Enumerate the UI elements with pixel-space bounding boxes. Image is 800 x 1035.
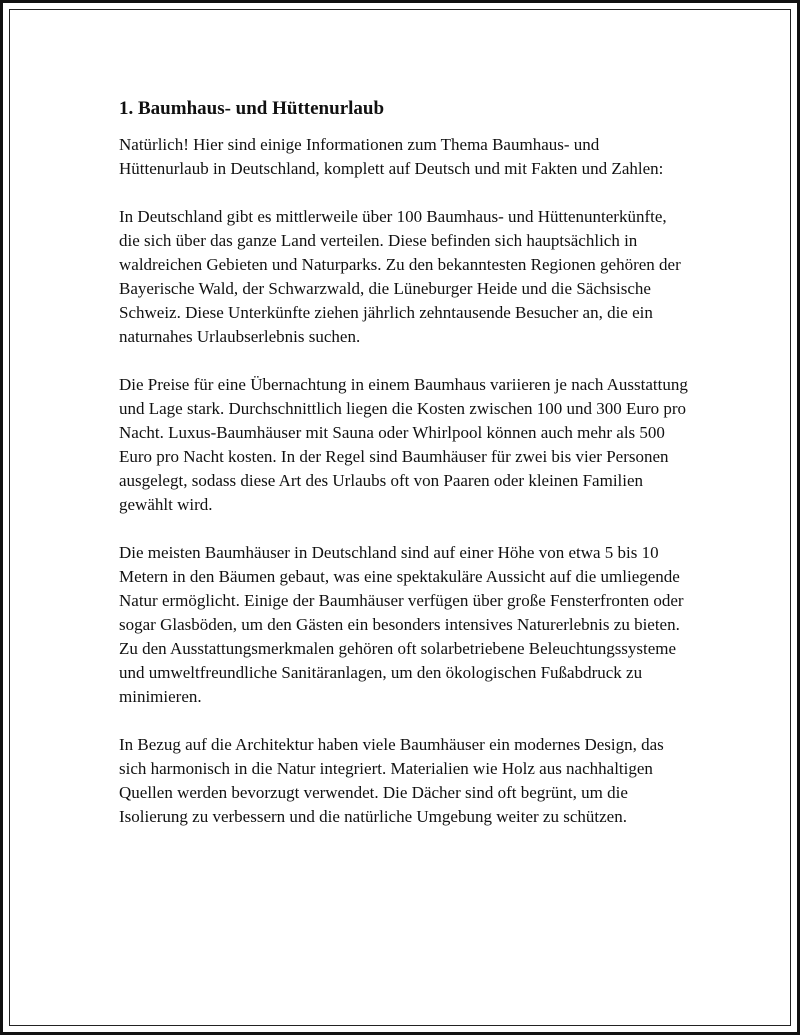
paragraph-regions: In Deutschland gibt es mittlerweile über 100 Baumhaus- und Hüttenunterkünfte, die sich über das ganze Land verteilen. Diese befinden sich hauptsächlich in waldreichen Gebieten und Naturparks. Zu den bekanntesten Regionen gehören der Bayerische Wald, der Schwarzwald, die Lüneburger Heide und die Sächsische Schweiz. Diese Unterkünfte ziehen jährlich zehntausende Besucher an, die ein naturnahes Urlaubserlebnis suchen.	[119, 207, 681, 346]
section-heading: 1. Baumhaus- und Hüttenurlaub	[119, 98, 385, 119]
paragraph-intro: Natürlich! Hier sind einige Informationen zum Thema Baumhaus- und Hüttenurlaub in Deutschland, komplett auf Deutsch und mit Fakten und Zahlen:	[119, 135, 664, 178]
paragraph-architecture: In Bezug auf die Architektur haben viele Baumhäuser ein modernes Design, das sich harmonisch in die Natur integriert. Materialien wie Holz aus nachhaltigen Quellen werden bevorzugt verwendet. Die Dächer sind oft begrünt, um die Isolierung zu verbessern und die natürliche Umgebung weiter zu schützen.	[119, 735, 664, 826]
paragraph-prices: Die Preise für eine Übernachtung in einem Baumhaus variieren je nach Ausstattung und Lage stark. Durchschnittlich liegen die Kosten zwischen 100 und 300 Euro pro Nacht. Luxus-Baumhäuser mit Sauna oder Whirlpool können auch mehr als 500 Euro pro Nacht kosten. In der Regel sind Baumhäuser für zwei bis vier Personen ausgelegt, sodass diese Art des Urlaubs oft von Paaren oder kleinen Familien gewählt wird.	[119, 375, 688, 514]
document-body	[119, 97, 689, 853]
paragraph-height-features: Die meisten Baumhäuser in Deutschland sind auf einer Höhe von etwa 5 bis 10 Metern in den Bäumen gebaut, was eine spektakuläre Aussicht auf die umliegende Natur ermöglicht. Einige der Baumhäuser verfügen über große Fensterfronten oder sogar Glasböden, um den Gästen ein besonders intensives Naturerlebnis zu bieten. Zu den Ausstattungsmerkmalen gehören oft solarbetriebene Beleuchtungssysteme und umweltfreundliche Sanitäranlagen, um den ökologischen Fußabdruck zu minimieren.	[119, 543, 684, 706]
